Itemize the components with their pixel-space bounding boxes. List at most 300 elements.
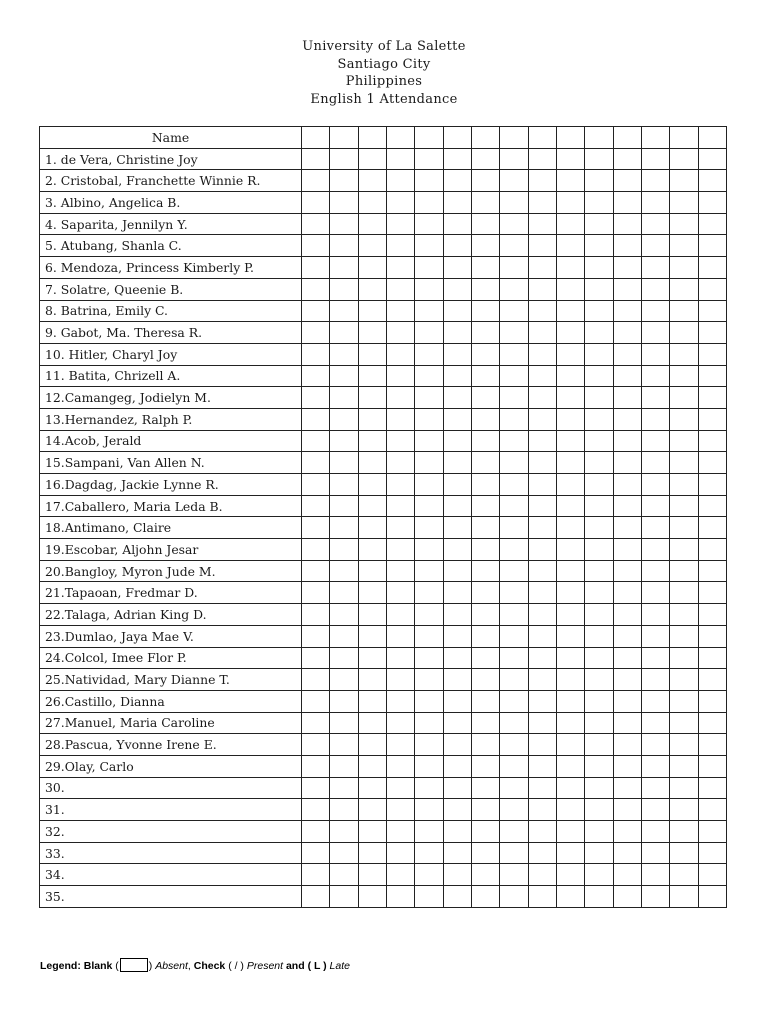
attendance-cell[interactable] xyxy=(415,213,443,235)
attendance-cell[interactable] xyxy=(641,452,669,474)
attendance-cell[interactable] xyxy=(698,604,726,626)
attendance-cell[interactable] xyxy=(471,864,499,886)
attendance-cell[interactable] xyxy=(471,777,499,799)
attendance-cell[interactable] xyxy=(302,799,330,821)
attendance-cell[interactable] xyxy=(670,582,698,604)
attendance-cell[interactable] xyxy=(500,777,528,799)
attendance-cell[interactable] xyxy=(443,755,471,777)
attendance-cell[interactable] xyxy=(415,343,443,365)
attendance-cell[interactable] xyxy=(585,213,613,235)
attendance-cell[interactable] xyxy=(330,343,358,365)
attendance-cell[interactable] xyxy=(386,755,414,777)
attendance-cell[interactable] xyxy=(500,712,528,734)
attendance-cell[interactable] xyxy=(698,755,726,777)
attendance-cell[interactable] xyxy=(358,604,386,626)
attendance-cell[interactable] xyxy=(415,300,443,322)
attendance-cell[interactable] xyxy=(443,539,471,561)
attendance-cell[interactable] xyxy=(358,886,386,908)
attendance-cell[interactable] xyxy=(585,864,613,886)
attendance-cell[interactable] xyxy=(556,539,584,561)
attendance-cell[interactable] xyxy=(585,799,613,821)
attendance-cell[interactable] xyxy=(386,322,414,344)
attendance-cell[interactable] xyxy=(528,669,556,691)
attendance-cell[interactable] xyxy=(302,278,330,300)
attendance-cell[interactable] xyxy=(443,777,471,799)
attendance-cell[interactable] xyxy=(698,539,726,561)
attendance-cell[interactable] xyxy=(415,864,443,886)
attendance-cell[interactable] xyxy=(698,170,726,192)
attendance-cell[interactable] xyxy=(443,886,471,908)
attendance-cell[interactable] xyxy=(358,712,386,734)
attendance-cell[interactable] xyxy=(613,712,641,734)
attendance-cell[interactable] xyxy=(641,842,669,864)
attendance-cell[interactable] xyxy=(641,495,669,517)
attendance-cell[interactable] xyxy=(358,148,386,170)
attendance-cell[interactable] xyxy=(585,886,613,908)
attendance-cell[interactable] xyxy=(670,647,698,669)
attendance-cell[interactable] xyxy=(330,408,358,430)
attendance-cell[interactable] xyxy=(641,257,669,279)
attendance-cell[interactable] xyxy=(443,864,471,886)
attendance-cell[interactable] xyxy=(471,495,499,517)
attendance-cell[interactable] xyxy=(443,430,471,452)
attendance-cell[interactable] xyxy=(670,235,698,257)
attendance-cell[interactable] xyxy=(471,343,499,365)
attendance-cell[interactable] xyxy=(443,148,471,170)
attendance-cell[interactable] xyxy=(358,669,386,691)
attendance-cell[interactable] xyxy=(358,495,386,517)
attendance-cell[interactable] xyxy=(330,495,358,517)
attendance-cell[interactable] xyxy=(698,777,726,799)
attendance-cell[interactable] xyxy=(613,669,641,691)
attendance-cell[interactable] xyxy=(613,690,641,712)
attendance-cell[interactable] xyxy=(528,257,556,279)
attendance-cell[interactable] xyxy=(556,278,584,300)
attendance-cell[interactable] xyxy=(386,777,414,799)
attendance-cell[interactable] xyxy=(443,192,471,214)
attendance-cell[interactable] xyxy=(528,625,556,647)
attendance-cell[interactable] xyxy=(670,495,698,517)
attendance-cell[interactable] xyxy=(330,582,358,604)
attendance-cell[interactable] xyxy=(415,669,443,691)
attendance-cell[interactable] xyxy=(443,604,471,626)
attendance-cell[interactable] xyxy=(670,625,698,647)
attendance-cell[interactable] xyxy=(528,886,556,908)
attendance-cell[interactable] xyxy=(415,582,443,604)
attendance-cell[interactable] xyxy=(698,452,726,474)
attendance-cell[interactable] xyxy=(386,647,414,669)
attendance-cell[interactable] xyxy=(443,474,471,496)
attendance-cell[interactable] xyxy=(330,170,358,192)
attendance-cell[interactable] xyxy=(330,430,358,452)
attendance-cell[interactable] xyxy=(386,430,414,452)
attendance-cell[interactable] xyxy=(613,886,641,908)
attendance-cell[interactable] xyxy=(415,170,443,192)
attendance-cell[interactable] xyxy=(471,755,499,777)
attendance-cell[interactable] xyxy=(330,474,358,496)
attendance-cell[interactable] xyxy=(330,712,358,734)
attendance-cell[interactable] xyxy=(500,560,528,582)
attendance-cell[interactable] xyxy=(415,430,443,452)
attendance-cell[interactable] xyxy=(386,886,414,908)
attendance-cell[interactable] xyxy=(386,452,414,474)
attendance-cell[interactable] xyxy=(500,235,528,257)
attendance-cell[interactable] xyxy=(500,192,528,214)
attendance-cell[interactable] xyxy=(670,322,698,344)
attendance-cell[interactable] xyxy=(670,842,698,864)
attendance-cell[interactable] xyxy=(641,474,669,496)
attendance-cell[interactable] xyxy=(415,257,443,279)
attendance-cell[interactable] xyxy=(613,625,641,647)
attendance-cell[interactable] xyxy=(698,278,726,300)
attendance-cell[interactable] xyxy=(556,864,584,886)
attendance-cell[interactable] xyxy=(443,712,471,734)
attendance-cell[interactable] xyxy=(330,669,358,691)
attendance-cell[interactable] xyxy=(670,886,698,908)
attendance-cell[interactable] xyxy=(500,864,528,886)
attendance-cell[interactable] xyxy=(641,582,669,604)
attendance-cell[interactable] xyxy=(358,235,386,257)
attendance-cell[interactable] xyxy=(500,755,528,777)
attendance-cell[interactable] xyxy=(670,343,698,365)
attendance-cell[interactable] xyxy=(500,430,528,452)
attendance-cell[interactable] xyxy=(358,170,386,192)
attendance-cell[interactable] xyxy=(386,235,414,257)
attendance-cell[interactable] xyxy=(585,148,613,170)
attendance-cell[interactable] xyxy=(670,690,698,712)
attendance-cell[interactable] xyxy=(641,430,669,452)
attendance-cell[interactable] xyxy=(528,387,556,409)
attendance-cell[interactable] xyxy=(528,690,556,712)
attendance-cell[interactable] xyxy=(670,192,698,214)
attendance-cell[interactable] xyxy=(670,669,698,691)
attendance-cell[interactable] xyxy=(585,387,613,409)
attendance-cell[interactable] xyxy=(556,495,584,517)
attendance-cell[interactable] xyxy=(443,257,471,279)
attendance-cell[interactable] xyxy=(500,690,528,712)
attendance-cell[interactable] xyxy=(613,322,641,344)
attendance-cell[interactable] xyxy=(471,257,499,279)
attendance-cell[interactable] xyxy=(302,430,330,452)
attendance-cell[interactable] xyxy=(471,669,499,691)
attendance-cell[interactable] xyxy=(358,343,386,365)
attendance-cell[interactable] xyxy=(302,755,330,777)
attendance-cell[interactable] xyxy=(613,842,641,864)
attendance-cell[interactable] xyxy=(641,755,669,777)
attendance-cell[interactable] xyxy=(415,625,443,647)
attendance-cell[interactable] xyxy=(386,170,414,192)
attendance-cell[interactable] xyxy=(641,343,669,365)
attendance-cell[interactable] xyxy=(500,799,528,821)
attendance-cell[interactable] xyxy=(641,235,669,257)
attendance-cell[interactable] xyxy=(358,474,386,496)
attendance-cell[interactable] xyxy=(641,387,669,409)
attendance-cell[interactable] xyxy=(358,560,386,582)
attendance-cell[interactable] xyxy=(528,755,556,777)
attendance-cell[interactable] xyxy=(613,257,641,279)
attendance-cell[interactable] xyxy=(415,712,443,734)
attendance-cell[interactable] xyxy=(556,560,584,582)
attendance-cell[interactable] xyxy=(698,408,726,430)
attendance-cell[interactable] xyxy=(585,755,613,777)
attendance-cell[interactable] xyxy=(443,387,471,409)
attendance-cell[interactable] xyxy=(471,604,499,626)
attendance-cell[interactable] xyxy=(358,452,386,474)
attendance-cell[interactable] xyxy=(500,625,528,647)
attendance-cell[interactable] xyxy=(330,365,358,387)
attendance-cell[interactable] xyxy=(471,582,499,604)
attendance-cell[interactable] xyxy=(330,842,358,864)
attendance-cell[interactable] xyxy=(302,365,330,387)
attendance-cell[interactable] xyxy=(471,192,499,214)
attendance-cell[interactable] xyxy=(471,560,499,582)
attendance-cell[interactable] xyxy=(302,148,330,170)
attendance-cell[interactable] xyxy=(415,734,443,756)
attendance-cell[interactable] xyxy=(556,235,584,257)
attendance-cell[interactable] xyxy=(641,669,669,691)
attendance-cell[interactable] xyxy=(556,755,584,777)
attendance-cell[interactable] xyxy=(528,148,556,170)
attendance-cell[interactable] xyxy=(471,539,499,561)
attendance-cell[interactable] xyxy=(471,474,499,496)
attendance-cell[interactable] xyxy=(641,408,669,430)
attendance-cell[interactable] xyxy=(330,387,358,409)
attendance-cell[interactable] xyxy=(585,690,613,712)
attendance-cell[interactable] xyxy=(641,821,669,843)
attendance-cell[interactable] xyxy=(415,408,443,430)
attendance-cell[interactable] xyxy=(386,148,414,170)
attendance-cell[interactable] xyxy=(698,148,726,170)
attendance-cell[interactable] xyxy=(302,669,330,691)
attendance-cell[interactable] xyxy=(641,799,669,821)
attendance-cell[interactable] xyxy=(443,495,471,517)
attendance-cell[interactable] xyxy=(330,278,358,300)
attendance-cell[interactable] xyxy=(471,235,499,257)
attendance-cell[interactable] xyxy=(302,192,330,214)
attendance-cell[interactable] xyxy=(528,517,556,539)
attendance-cell[interactable] xyxy=(415,235,443,257)
attendance-cell[interactable] xyxy=(698,734,726,756)
attendance-cell[interactable] xyxy=(556,777,584,799)
attendance-cell[interactable] xyxy=(443,821,471,843)
attendance-cell[interactable] xyxy=(386,495,414,517)
attendance-cell[interactable] xyxy=(330,625,358,647)
attendance-cell[interactable] xyxy=(698,647,726,669)
attendance-cell[interactable] xyxy=(698,517,726,539)
attendance-cell[interactable] xyxy=(528,734,556,756)
attendance-cell[interactable] xyxy=(302,647,330,669)
attendance-cell[interactable] xyxy=(670,408,698,430)
attendance-cell[interactable] xyxy=(585,647,613,669)
attendance-cell[interactable] xyxy=(386,690,414,712)
attendance-cell[interactable] xyxy=(443,690,471,712)
attendance-cell[interactable] xyxy=(670,430,698,452)
attendance-cell[interactable] xyxy=(698,842,726,864)
attendance-cell[interactable] xyxy=(641,712,669,734)
attendance-cell[interactable] xyxy=(358,213,386,235)
attendance-cell[interactable] xyxy=(556,148,584,170)
attendance-cell[interactable] xyxy=(386,343,414,365)
attendance-cell[interactable] xyxy=(613,430,641,452)
attendance-cell[interactable] xyxy=(330,864,358,886)
attendance-cell[interactable] xyxy=(613,278,641,300)
attendance-cell[interactable] xyxy=(302,690,330,712)
attendance-cell[interactable] xyxy=(471,213,499,235)
attendance-cell[interactable] xyxy=(471,170,499,192)
attendance-cell[interactable] xyxy=(415,539,443,561)
attendance-cell[interactable] xyxy=(641,365,669,387)
attendance-cell[interactable] xyxy=(443,647,471,669)
attendance-cell[interactable] xyxy=(613,560,641,582)
attendance-cell[interactable] xyxy=(528,170,556,192)
attendance-cell[interactable] xyxy=(302,712,330,734)
attendance-cell[interactable] xyxy=(641,777,669,799)
attendance-cell[interactable] xyxy=(500,257,528,279)
attendance-cell[interactable] xyxy=(302,886,330,908)
attendance-cell[interactable] xyxy=(302,842,330,864)
attendance-cell[interactable] xyxy=(556,322,584,344)
attendance-cell[interactable] xyxy=(471,452,499,474)
attendance-cell[interactable] xyxy=(585,408,613,430)
attendance-cell[interactable] xyxy=(386,669,414,691)
attendance-cell[interactable] xyxy=(670,604,698,626)
attendance-cell[interactable] xyxy=(415,148,443,170)
attendance-cell[interactable] xyxy=(670,560,698,582)
attendance-cell[interactable] xyxy=(528,604,556,626)
attendance-cell[interactable] xyxy=(302,517,330,539)
attendance-cell[interactable] xyxy=(358,408,386,430)
attendance-cell[interactable] xyxy=(500,495,528,517)
attendance-cell[interactable] xyxy=(471,799,499,821)
attendance-cell[interactable] xyxy=(613,539,641,561)
attendance-cell[interactable] xyxy=(443,799,471,821)
attendance-cell[interactable] xyxy=(585,734,613,756)
attendance-cell[interactable] xyxy=(500,669,528,691)
attendance-cell[interactable] xyxy=(302,777,330,799)
attendance-cell[interactable] xyxy=(415,560,443,582)
attendance-cell[interactable] xyxy=(556,387,584,409)
attendance-cell[interactable] xyxy=(613,517,641,539)
attendance-cell[interactable] xyxy=(556,257,584,279)
attendance-cell[interactable] xyxy=(302,322,330,344)
attendance-cell[interactable] xyxy=(415,690,443,712)
attendance-cell[interactable] xyxy=(613,343,641,365)
attendance-cell[interactable] xyxy=(528,560,556,582)
attendance-cell[interactable] xyxy=(415,474,443,496)
attendance-cell[interactable] xyxy=(500,300,528,322)
attendance-cell[interactable] xyxy=(302,213,330,235)
attendance-cell[interactable] xyxy=(386,387,414,409)
attendance-cell[interactable] xyxy=(330,235,358,257)
attendance-cell[interactable] xyxy=(302,560,330,582)
attendance-cell[interactable] xyxy=(528,495,556,517)
attendance-cell[interactable] xyxy=(471,278,499,300)
attendance-cell[interactable] xyxy=(386,625,414,647)
attendance-cell[interactable] xyxy=(500,278,528,300)
attendance-cell[interactable] xyxy=(670,213,698,235)
attendance-cell[interactable] xyxy=(556,343,584,365)
attendance-cell[interactable] xyxy=(698,365,726,387)
attendance-cell[interactable] xyxy=(358,300,386,322)
attendance-cell[interactable] xyxy=(443,669,471,691)
attendance-cell[interactable] xyxy=(670,474,698,496)
attendance-cell[interactable] xyxy=(670,300,698,322)
attendance-cell[interactable] xyxy=(415,192,443,214)
attendance-cell[interactable] xyxy=(386,734,414,756)
attendance-cell[interactable] xyxy=(415,886,443,908)
attendance-cell[interactable] xyxy=(415,517,443,539)
attendance-cell[interactable] xyxy=(358,864,386,886)
attendance-cell[interactable] xyxy=(443,365,471,387)
attendance-cell[interactable] xyxy=(386,821,414,843)
attendance-cell[interactable] xyxy=(585,430,613,452)
attendance-cell[interactable] xyxy=(415,452,443,474)
attendance-cell[interactable] xyxy=(330,257,358,279)
attendance-cell[interactable] xyxy=(528,712,556,734)
attendance-cell[interactable] xyxy=(415,387,443,409)
attendance-cell[interactable] xyxy=(358,430,386,452)
attendance-cell[interactable] xyxy=(386,278,414,300)
attendance-cell[interactable] xyxy=(415,777,443,799)
attendance-cell[interactable] xyxy=(443,300,471,322)
attendance-cell[interactable] xyxy=(556,365,584,387)
attendance-cell[interactable] xyxy=(330,560,358,582)
attendance-cell[interactable] xyxy=(358,625,386,647)
attendance-cell[interactable] xyxy=(613,170,641,192)
attendance-cell[interactable] xyxy=(585,539,613,561)
attendance-cell[interactable] xyxy=(330,213,358,235)
attendance-cell[interactable] xyxy=(613,799,641,821)
attendance-cell[interactable] xyxy=(500,647,528,669)
attendance-cell[interactable] xyxy=(471,712,499,734)
attendance-cell[interactable] xyxy=(415,322,443,344)
attendance-cell[interactable] xyxy=(585,452,613,474)
attendance-cell[interactable] xyxy=(500,886,528,908)
attendance-cell[interactable] xyxy=(302,734,330,756)
attendance-cell[interactable] xyxy=(330,322,358,344)
attendance-cell[interactable] xyxy=(670,517,698,539)
attendance-cell[interactable] xyxy=(670,257,698,279)
attendance-cell[interactable] xyxy=(698,690,726,712)
attendance-cell[interactable] xyxy=(585,322,613,344)
attendance-cell[interactable] xyxy=(670,712,698,734)
attendance-cell[interactable] xyxy=(330,192,358,214)
attendance-cell[interactable] xyxy=(386,300,414,322)
attendance-cell[interactable] xyxy=(330,799,358,821)
attendance-cell[interactable] xyxy=(641,625,669,647)
attendance-cell[interactable] xyxy=(500,148,528,170)
attendance-cell[interactable] xyxy=(471,408,499,430)
attendance-cell[interactable] xyxy=(641,300,669,322)
attendance-cell[interactable] xyxy=(641,322,669,344)
attendance-cell[interactable] xyxy=(698,886,726,908)
attendance-cell[interactable] xyxy=(415,755,443,777)
attendance-cell[interactable] xyxy=(500,821,528,843)
attendance-cell[interactable] xyxy=(613,821,641,843)
attendance-cell[interactable] xyxy=(556,300,584,322)
attendance-cell[interactable] xyxy=(698,257,726,279)
attendance-cell[interactable] xyxy=(556,669,584,691)
attendance-cell[interactable] xyxy=(641,690,669,712)
attendance-cell[interactable] xyxy=(698,560,726,582)
attendance-cell[interactable] xyxy=(528,213,556,235)
attendance-cell[interactable] xyxy=(500,582,528,604)
attendance-cell[interactable] xyxy=(386,582,414,604)
attendance-cell[interactable] xyxy=(670,170,698,192)
attendance-cell[interactable] xyxy=(330,300,358,322)
attendance-cell[interactable] xyxy=(358,387,386,409)
attendance-cell[interactable] xyxy=(302,821,330,843)
